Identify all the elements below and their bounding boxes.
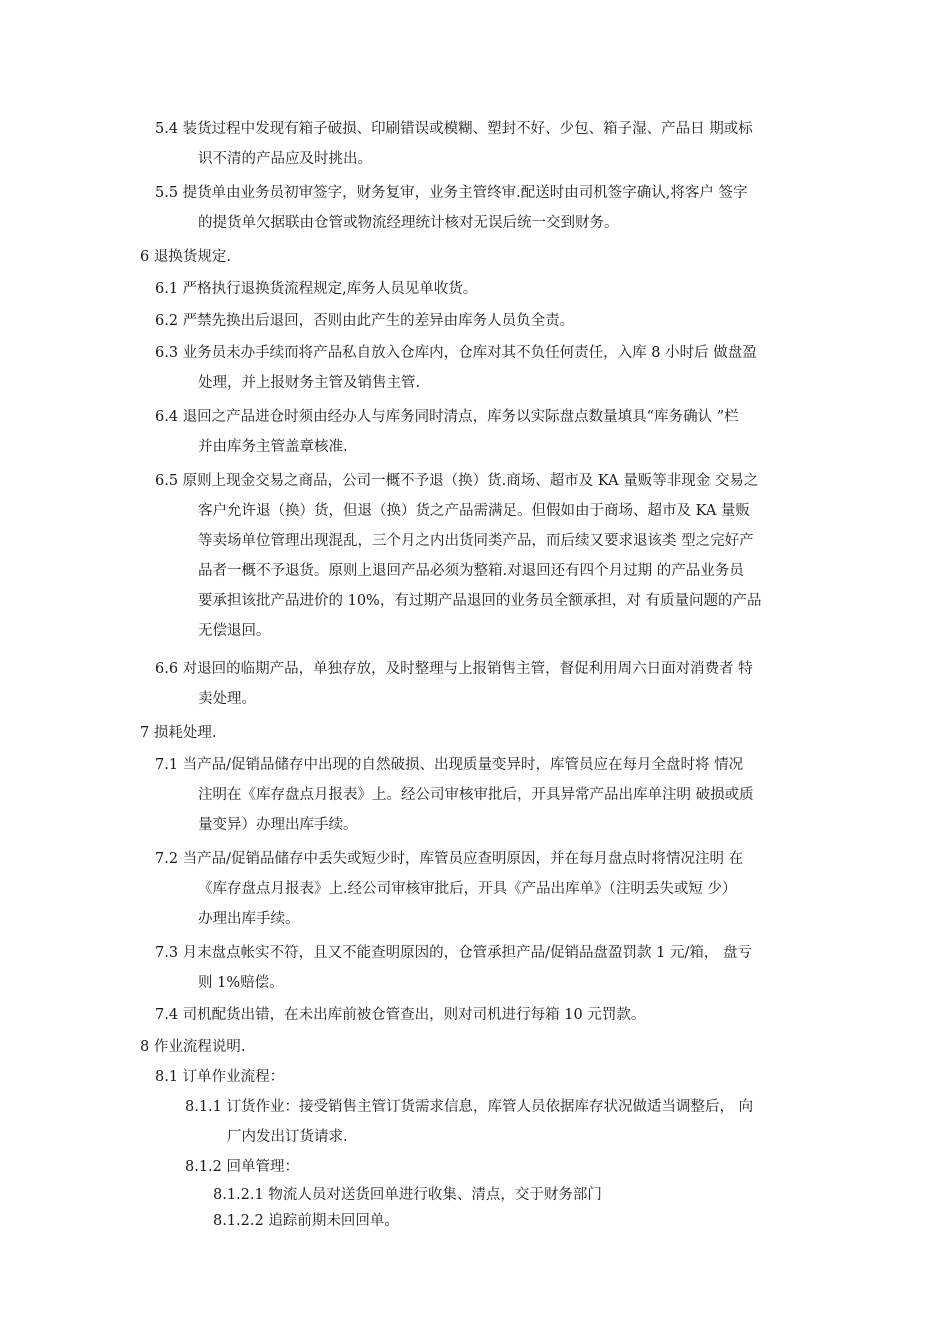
clause-7-1-line-3: 量变异）办理出库手续。 (198, 817, 358, 833)
clause-8-1-2-line-1: 8.1.2 回单管理： (185, 1159, 300, 1175)
clause-6-3-line-1: 6.3 业务员未办手续而将产品私自放入仓库内，仓库对其不负任何责任，入库 8 小时后 做盘盈 (155, 345, 757, 361)
clause-7-1-line-2: 注明在《库存盘点月报表》上。经公司审核审批后，开具异常产品出库单注明 破损或质 (198, 787, 754, 803)
clause-6-5-line-6: 无偿退回。 (198, 623, 271, 639)
clause-6-3-line-2: 处理，并上报财务主管及销售主管. (198, 375, 421, 391)
clause-6-6 (155, 654, 753, 714)
clause-7-4 (155, 1000, 645, 1030)
clause-8-1-1 (185, 1092, 753, 1152)
clause-5-5-line-1: 5.5 提货单由业务员初审签字，财务复审，业务主管终审.配送时由司机签字确认,将客户 签字 (155, 185, 748, 201)
clause-6-5-line-4: 品者一概不予退货。原则上退回产品必须为整箱.对退回还有四个月过期 的产品业务员 (198, 563, 744, 579)
clause-6-4-line-1: 6.4 退回之产品进仓时须由经办人与库务同时清点，库务以实际盘点数量填具“库务确认 ”栏 (155, 409, 739, 425)
clause-7-2 (155, 844, 743, 934)
clause-6-5-line-1: 6.5 原则上现金交易之商品，公司一概不予退（换）货.商场、超市及 KA 量贩等非现金 交易之 (155, 473, 759, 489)
clause-7-3-line-2: 则 1%赔偿。 (198, 975, 284, 991)
clause-6-5 (155, 466, 761, 646)
clause-6-6-line-2: 卖处理。 (198, 691, 256, 707)
clause-6-5-line-2: 客户允许退（换）货，但退（换）货之产品需满足。但假如由于商场、超市及 KA 量贩 (198, 503, 750, 519)
clause-6-4-line-2: 并由库务主管盖章核准. (198, 439, 348, 455)
clause-8-1-1-line-2: 厂内发出订货请求. (227, 1129, 348, 1145)
clause-8-1-1-line-1: 8.1.1 订货作业：接受销售主管订货需求信息，库管人员依据库存状况做适当调整后， 向 (185, 1099, 754, 1115)
section-6-heading (140, 242, 231, 272)
clause-6-2-line-1: 6.2 严禁先换出后退回，否则由此产生的差异由库务人员负全责。 (155, 313, 575, 329)
section-7-heading (140, 718, 216, 748)
clause-8-1-2-1-line-1: 8.1.2.1 物流人员对送货回单进行收集、清点，交于财务部门 (213, 1187, 602, 1203)
section-8-heading-text: 8 作业流程说明. (140, 1039, 246, 1055)
clause-7-3-line-1: 7.3 月末盘点帐实不符，且又不能查明原因的，仓管承担产品/促销品盘盈罚款 1 元/箱， 盘亏 (155, 945, 752, 961)
clause-8-1-line-1: 8.1 订单作业流程： (155, 1069, 285, 1085)
clause-8-1-2 (185, 1152, 299, 1182)
clause-6-1-line-1: 6.1 严格执行退换货流程规定,库务人员见单收货。 (155, 281, 478, 297)
clause-6-1 (155, 274, 477, 304)
clause-7-1 (155, 750, 754, 840)
clause-5-5-line-2: 的提货单欠据联由仓管或物流经理统计核对无误后统一交到财务。 (198, 215, 619, 231)
clause-8-1-2-2 (213, 1206, 399, 1236)
clause-7-2-line-1: 7.2 当产品/促销品储存中丢失或短少时，库管员应查明原因，并在每月盘点时将情况注明 在 (155, 851, 744, 867)
clause-5-4-line-2: 识不清的产品应及时挑出。 (198, 151, 372, 167)
clause-8-1 (155, 1062, 284, 1092)
clause-7-1-line-1: 7.1 当产品/促销品储存中出现的自然破损、出现质量变异时，库管员应在每月全盘时将 情况 (155, 757, 744, 773)
clause-7-4-line-1: 7.4 司机配货出错，在未出库前被仓管查出，则对司机进行每箱 10 元罚款。 (155, 1007, 646, 1023)
clause-8-1-2-2-line-1: 8.1.2.2 追踪前期未回回单。 (213, 1213, 399, 1229)
section-6-heading-text: 6 退换货规定. (140, 249, 231, 265)
clause-7-3 (155, 938, 752, 998)
clause-6-5-line-3: 等卖场单位管理出现混乱，三个月之内出货同类产品，而后续又要求退该类 型之完好产 (198, 533, 754, 549)
clause-6-3 (155, 338, 757, 398)
clause-7-2-line-3: 办理出库手续。 (198, 911, 300, 927)
clause-7-2-line-2: 《库存盘点月报表》上.经公司审核审批后，开具《产品出库单》（注明丢失或短 少） (198, 881, 737, 897)
clause-5-4-line-1: 5.4 装货过程中发现有箱子破损、印刷错误或模糊、塑封不好、少包、箱子湿、产品日 期或标 (155, 121, 753, 137)
clause-6-2 (155, 306, 574, 336)
clause-6-6-line-1: 6.6 对退回的临期产品，单独存放，及时整理与上报销售主管，督促利用周六日面对消费者 特 (155, 661, 753, 677)
section-8-heading (140, 1032, 245, 1062)
clause-6-5-line-5: 要承担该批产品进价的 10%，有过期产品退回的业务员全额承担，对 有质量问题的产品 (198, 593, 762, 609)
clause-5-4 (155, 114, 753, 174)
section-7-heading-text: 7 损耗处理. (140, 725, 217, 741)
clause-6-4 (155, 402, 739, 462)
clause-5-5 (155, 178, 748, 238)
